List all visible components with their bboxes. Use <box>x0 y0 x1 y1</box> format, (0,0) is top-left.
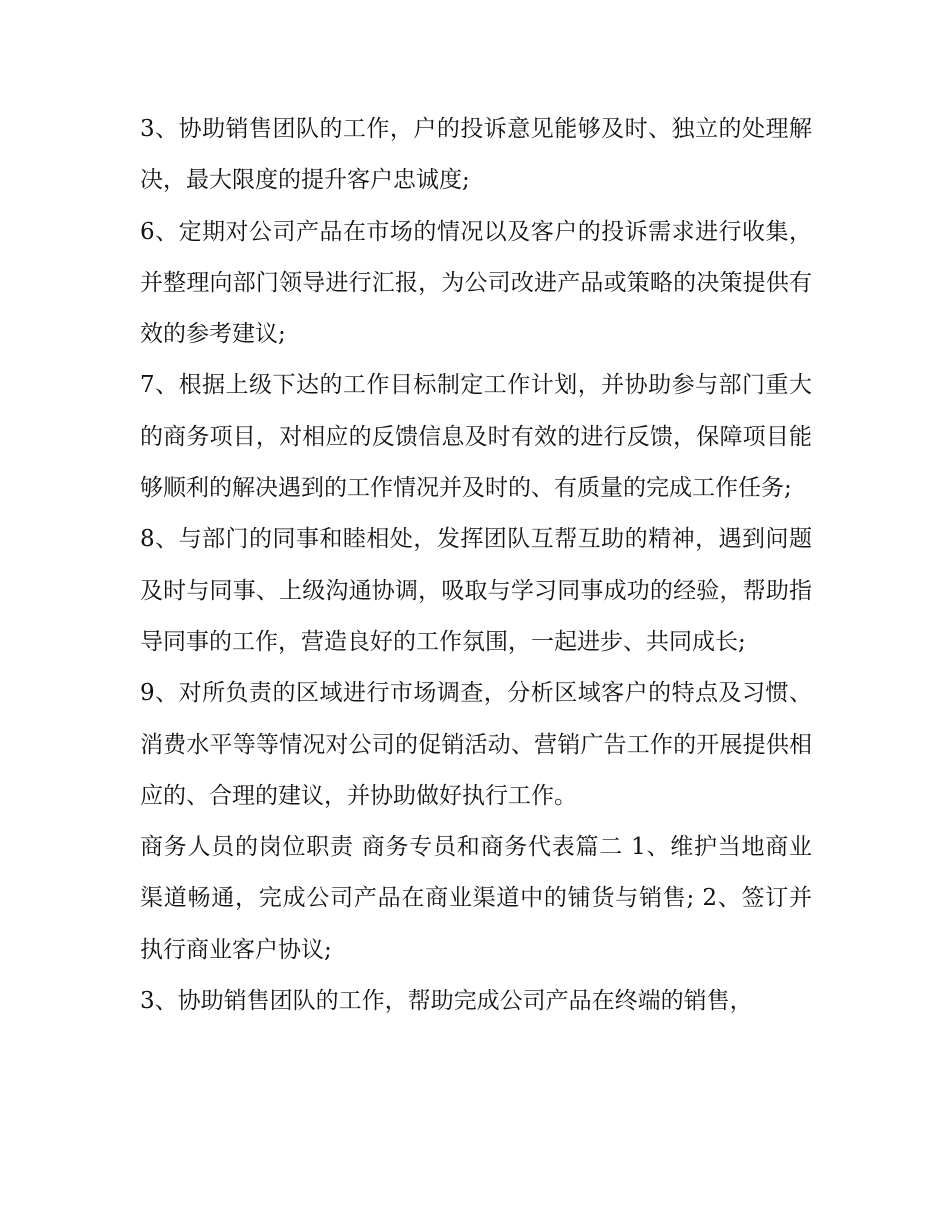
paragraph-item-8-teamwork: 8、与部门的同事和睦相处，发挥团队互帮互助的精神，遇到问题及时与同事、上级沟通协调，吸取与学习同事成功的经验，帮助指导同事的工作，营造良好的工作氛围，一起进步、共同成长; <box>140 526 812 655</box>
paragraph-item-3-sales-support: 3、协助销售团队的工作，帮助完成公司产品在终端的销售， <box>140 988 753 1015</box>
paragraph-item-9-market-survey: 9、对所负责的区域进行市场调查，分析区域客户的特点及习惯、消费水平等等情况对公司的促销活动、营销广告工作的开展提供相应的、合理的建议，并协助做好执行工作。 <box>140 680 812 809</box>
document-body <box>140 104 812 1027</box>
paragraph-item-7-work-plan: 7、根据上级下达的工作目标制定工作计划，并协助参与部门重大的商务项目，对相应的反馈信息及时有效的进行反馈，保障项目能够顺利的解决遇到的工作情况并及时的、有质量的完成工作任务; <box>140 372 812 502</box>
paragraph-item-6-market-feedback: 6、定期对公司产品在市场的情况以及客户的投诉需求进行收集，并整理向部门领导进行汇报，为公司改进产品或策略的决策提供有效的参考建议; <box>140 218 812 348</box>
paragraph-section-2-heading: 商务人员的岗位职责 商务专员和商务代表篇二 1、维护当地商业渠道畅通，完成公司产品在商业渠道中的铺货与销售; 2、签订并执行商业客户协议; <box>140 834 812 963</box>
paragraph-item-3-complaints: 3、协助销售团队的工作，户的投诉意见能够及时、独立的处理解决，最大限度的提升客户忠诚度; <box>140 116 812 194</box>
